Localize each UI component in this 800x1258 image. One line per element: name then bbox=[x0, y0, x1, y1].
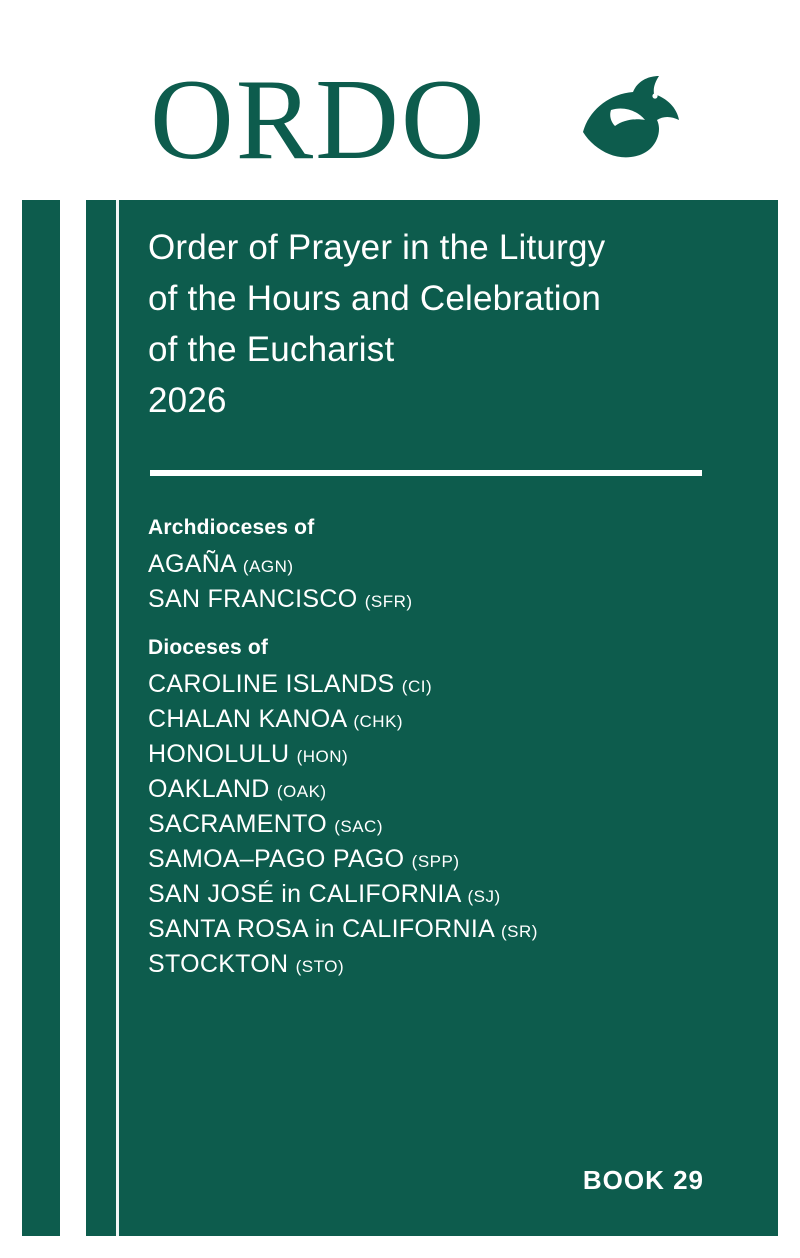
diocese-abbr: (STO) bbox=[295, 957, 345, 976]
title-line-2: of the Hours and Celebration bbox=[148, 279, 602, 318]
archdioceses-heading: Archdioceses of bbox=[148, 516, 315, 539]
inner-vertical-rule bbox=[116, 200, 119, 1236]
list-item bbox=[148, 878, 728, 913]
list-item bbox=[148, 843, 728, 878]
diocese-name: CAROLINE ISLANDS bbox=[148, 670, 395, 698]
diocese-name: STOCKTON bbox=[148, 950, 289, 978]
title-year: 2026 bbox=[148, 381, 227, 420]
list-item bbox=[148, 703, 728, 738]
diocese-abbr: (SJ) bbox=[467, 887, 501, 906]
diocese-name: OAKLAND bbox=[148, 775, 270, 803]
page-title bbox=[148, 222, 708, 426]
title-line-3: of the Eucharist bbox=[148, 330, 395, 369]
dove-icon bbox=[575, 70, 685, 162]
list-item bbox=[148, 548, 728, 583]
diocese-abbr: (OAK) bbox=[276, 782, 327, 801]
list-item bbox=[148, 808, 728, 843]
diocese-abbr: (SPP) bbox=[411, 852, 460, 871]
archdiocese-abbr: (SFR) bbox=[364, 592, 413, 611]
archdioceses-section bbox=[148, 516, 728, 618]
list-item bbox=[148, 948, 728, 983]
diocese-name: CHALAN KANOA bbox=[148, 705, 347, 733]
dioceses-heading: Dioceses of bbox=[148, 636, 269, 659]
archdiocese-name: AGAÑA bbox=[148, 550, 236, 578]
diocese-abbr: (CI) bbox=[401, 677, 433, 696]
diocese-abbr: (SAC) bbox=[334, 817, 383, 836]
book-number: BOOK 29 bbox=[582, 1165, 704, 1195]
archdiocese-name: SAN FRANCISCO bbox=[148, 585, 358, 613]
cover-background bbox=[22, 22, 778, 1236]
list-item bbox=[148, 913, 728, 948]
archdiocese-abbr: (AGN) bbox=[242, 557, 294, 576]
list-item bbox=[148, 583, 728, 618]
diocese-name: SAN JOSÉ in CALIFORNIA bbox=[148, 880, 461, 908]
title-divider bbox=[150, 470, 702, 476]
ordo-wordmark: ORDO bbox=[150, 56, 487, 184]
list-item bbox=[148, 738, 728, 773]
list-item bbox=[148, 773, 728, 808]
title-line-1: Order of Prayer in the Liturgy bbox=[148, 228, 606, 267]
diocese-name: SANTA ROSA in CALIFORNIA bbox=[148, 915, 494, 943]
diocese-name: HONOLULU bbox=[148, 740, 290, 768]
dioceses-section bbox=[148, 636, 728, 983]
diocese-abbr: (CHK) bbox=[353, 712, 404, 731]
diocese-abbr: (HON) bbox=[296, 747, 349, 766]
diocese-name: SACRAMENTO bbox=[148, 810, 327, 838]
list-item bbox=[148, 668, 728, 703]
diocese-abbr: (SR) bbox=[500, 922, 538, 941]
cross-vertical-bar bbox=[60, 22, 86, 1236]
diocese-name: SAMOA–PAGO PAGO bbox=[148, 845, 405, 873]
